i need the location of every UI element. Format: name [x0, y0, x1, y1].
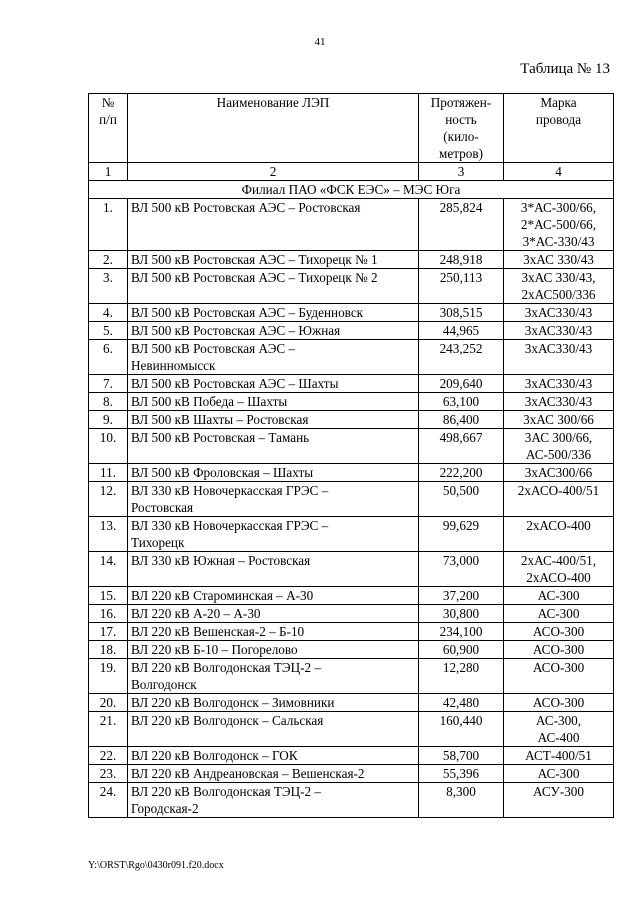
branch-title: Филиал ПАО «ФСК ЕЭС» – МЭС Юга	[89, 181, 614, 199]
table-row	[89, 694, 614, 712]
wire-mark: АСО-300	[504, 694, 614, 712]
line-name: ВЛ 220 кВ Волгодонская ТЭЦ-2 – Волгодонск	[128, 659, 419, 694]
row-number: 16.	[89, 605, 128, 623]
table-row	[89, 304, 614, 322]
row-number: 15.	[89, 587, 128, 605]
file-path-footer: Y:\ORST\Rgo\0430r091.f20.docx	[88, 860, 224, 871]
table-row	[89, 322, 614, 340]
table-row	[89, 464, 614, 482]
wire-mark: 3хАС330/43	[504, 322, 614, 340]
row-number: 19.	[89, 659, 128, 694]
header-number: № п/п	[89, 94, 128, 163]
power-lines-table	[88, 93, 614, 818]
line-name: ВЛ 500 кВ Ростовская АЭС – Южная	[128, 322, 419, 340]
row-number: 3.	[89, 269, 128, 304]
column-number-row	[89, 163, 614, 181]
line-name: ВЛ 500 кВ Ростовская АЭС – Шахты	[128, 375, 419, 393]
table-row	[89, 605, 614, 623]
table-row	[89, 747, 614, 765]
wire-mark: АС-300	[504, 587, 614, 605]
line-name: ВЛ 220 кВ Волгодонская ТЭЦ-2 – Городская-2	[128, 783, 419, 818]
row-number: 4.	[89, 304, 128, 322]
table-row	[89, 340, 614, 375]
column-number: 4	[504, 163, 614, 181]
wire-mark: 2хАСО-400	[504, 517, 614, 552]
line-length: 248,918	[419, 251, 504, 269]
wire-mark: 3хАС330/43	[504, 304, 614, 322]
line-length: 55,396	[419, 765, 504, 783]
column-number: 2	[128, 163, 419, 181]
line-name: ВЛ 500 кВ Ростовская АЭС – Невинномысск	[128, 340, 419, 375]
table-row	[89, 482, 614, 517]
line-name: ВЛ 220 кВ Вешенская-2 – Б-10	[128, 623, 419, 641]
line-length: 498,667	[419, 429, 504, 464]
row-number: 13.	[89, 517, 128, 552]
header-length: Протяжен- ность (кило- метров)	[419, 94, 504, 163]
table-row	[89, 783, 614, 818]
line-length: 44,965	[419, 322, 504, 340]
row-number: 11.	[89, 464, 128, 482]
table-row	[89, 199, 614, 251]
row-number: 24.	[89, 783, 128, 818]
wire-mark: 3хАС330/43	[504, 375, 614, 393]
table-row	[89, 411, 614, 429]
wire-mark: АСО-300	[504, 659, 614, 694]
table-row	[89, 623, 614, 641]
row-number: 8.	[89, 393, 128, 411]
table-caption: Таблица № 13	[520, 61, 610, 77]
header-wire-mark: Марка провода	[504, 94, 614, 163]
wire-mark: 3хАС 300/66	[504, 411, 614, 429]
line-name: ВЛ 500 кВ Шахты – Ростовская	[128, 411, 419, 429]
wire-mark: 2хАС-400/51, 2хАСО-400	[504, 552, 614, 587]
line-length: 308,515	[419, 304, 504, 322]
header-line-name: Наименование ЛЭП	[128, 94, 419, 163]
wire-mark: 3*АС-300/66, 2*АС-500/66, 3*АС-330/43	[504, 199, 614, 251]
row-number: 9.	[89, 411, 128, 429]
table-row	[89, 765, 614, 783]
wire-mark: 3хАС 330/43, 2хАС500/336	[504, 269, 614, 304]
line-name: ВЛ 500 кВ Ростовская АЭС – Буденновск	[128, 304, 419, 322]
row-number: 2.	[89, 251, 128, 269]
row-number: 20.	[89, 694, 128, 712]
table-row	[89, 712, 614, 747]
row-number: 6.	[89, 340, 128, 375]
line-name: ВЛ 220 кВ Андреановская – Вешенская-2	[128, 765, 419, 783]
line-name: ВЛ 220 кВ Волгодонск – Зимовники	[128, 694, 419, 712]
row-number: 18.	[89, 641, 128, 659]
line-length: 8,300	[419, 783, 504, 818]
line-length: 222,200	[419, 464, 504, 482]
line-name: ВЛ 500 кВ Ростовская АЭС – Тихорецк № 1	[128, 251, 419, 269]
wire-mark: 3хАС300/66	[504, 464, 614, 482]
table-row	[89, 429, 614, 464]
line-length: 99,629	[419, 517, 504, 552]
line-length: 243,252	[419, 340, 504, 375]
line-length: 50,500	[419, 482, 504, 517]
wire-mark: АСО-300	[504, 641, 614, 659]
wire-mark: АС-300	[504, 605, 614, 623]
table-row	[89, 659, 614, 694]
table-row	[89, 251, 614, 269]
table-row	[89, 587, 614, 605]
line-length: 86,400	[419, 411, 504, 429]
wire-mark: 3хАС330/43	[504, 393, 614, 411]
row-number: 23.	[89, 765, 128, 783]
line-name: ВЛ 500 кВ Победа – Шахты	[128, 393, 419, 411]
line-name: ВЛ 500 кВ Ростовская АЭС – Ростовская	[128, 199, 419, 251]
table-row	[89, 517, 614, 552]
wire-mark: 3хАС 330/43	[504, 251, 614, 269]
line-name: ВЛ 220 кВ Волгодонск – Сальская	[128, 712, 419, 747]
wire-mark: АС-300	[504, 765, 614, 783]
wire-mark: 3АС 300/66, АС-500/336	[504, 429, 614, 464]
row-number: 21.	[89, 712, 128, 747]
row-number: 5.	[89, 322, 128, 340]
row-number: 14.	[89, 552, 128, 587]
line-name: ВЛ 220 кВ Староминская – А-30	[128, 587, 419, 605]
table-row	[89, 375, 614, 393]
table-body	[89, 163, 614, 818]
table-row	[89, 552, 614, 587]
table-row	[89, 393, 614, 411]
column-number: 3	[419, 163, 504, 181]
line-length: 285,824	[419, 199, 504, 251]
branch-row	[89, 181, 614, 199]
column-number: 1	[89, 163, 128, 181]
line-length: 160,440	[419, 712, 504, 747]
line-length: 42,480	[419, 694, 504, 712]
line-name: ВЛ 330 кВ Новочеркасская ГРЭС – Тихорецк	[128, 517, 419, 552]
line-length: 30,800	[419, 605, 504, 623]
wire-mark: АСО-300	[504, 623, 614, 641]
wire-mark: АСТ-400/51	[504, 747, 614, 765]
line-name: ВЛ 500 кВ Ростовская АЭС – Тихорецк № 2	[128, 269, 419, 304]
line-length: 209,640	[419, 375, 504, 393]
table-row	[89, 641, 614, 659]
line-name: ВЛ 220 кВ А-20 – А-30	[128, 605, 419, 623]
line-name: ВЛ 500 кВ Фроловская – Шахты	[128, 464, 419, 482]
wire-mark: 2хАСО-400/51	[504, 482, 614, 517]
line-name: ВЛ 220 кВ Волгодонск – ГОК	[128, 747, 419, 765]
header-row	[89, 94, 614, 163]
wire-mark: 3хАС330/43	[504, 340, 614, 375]
row-number: 1.	[89, 199, 128, 251]
line-name: ВЛ 330 кВ Южная – Ростовская	[128, 552, 419, 587]
wire-mark: АСУ-300	[504, 783, 614, 818]
table-row	[89, 269, 614, 304]
line-name: ВЛ 330 кВ Новочеркасская ГРЭС – Ростовская	[128, 482, 419, 517]
row-number: 12.	[89, 482, 128, 517]
row-number: 22.	[89, 747, 128, 765]
page-number: 41	[314, 36, 326, 48]
row-number: 7.	[89, 375, 128, 393]
row-number: 10.	[89, 429, 128, 464]
line-length: 12,280	[419, 659, 504, 694]
line-name: ВЛ 500 кВ Ростовская – Тамань	[128, 429, 419, 464]
line-length: 60,900	[419, 641, 504, 659]
line-length: 73,000	[419, 552, 504, 587]
line-length: 234,100	[419, 623, 504, 641]
wire-mark: АС-300, АС-400	[504, 712, 614, 747]
line-name: ВЛ 220 кВ Б-10 – Погорелово	[128, 641, 419, 659]
line-length: 250,113	[419, 269, 504, 304]
row-number: 17.	[89, 623, 128, 641]
line-length: 58,700	[419, 747, 504, 765]
line-length: 37,200	[419, 587, 504, 605]
line-length: 63,100	[419, 393, 504, 411]
